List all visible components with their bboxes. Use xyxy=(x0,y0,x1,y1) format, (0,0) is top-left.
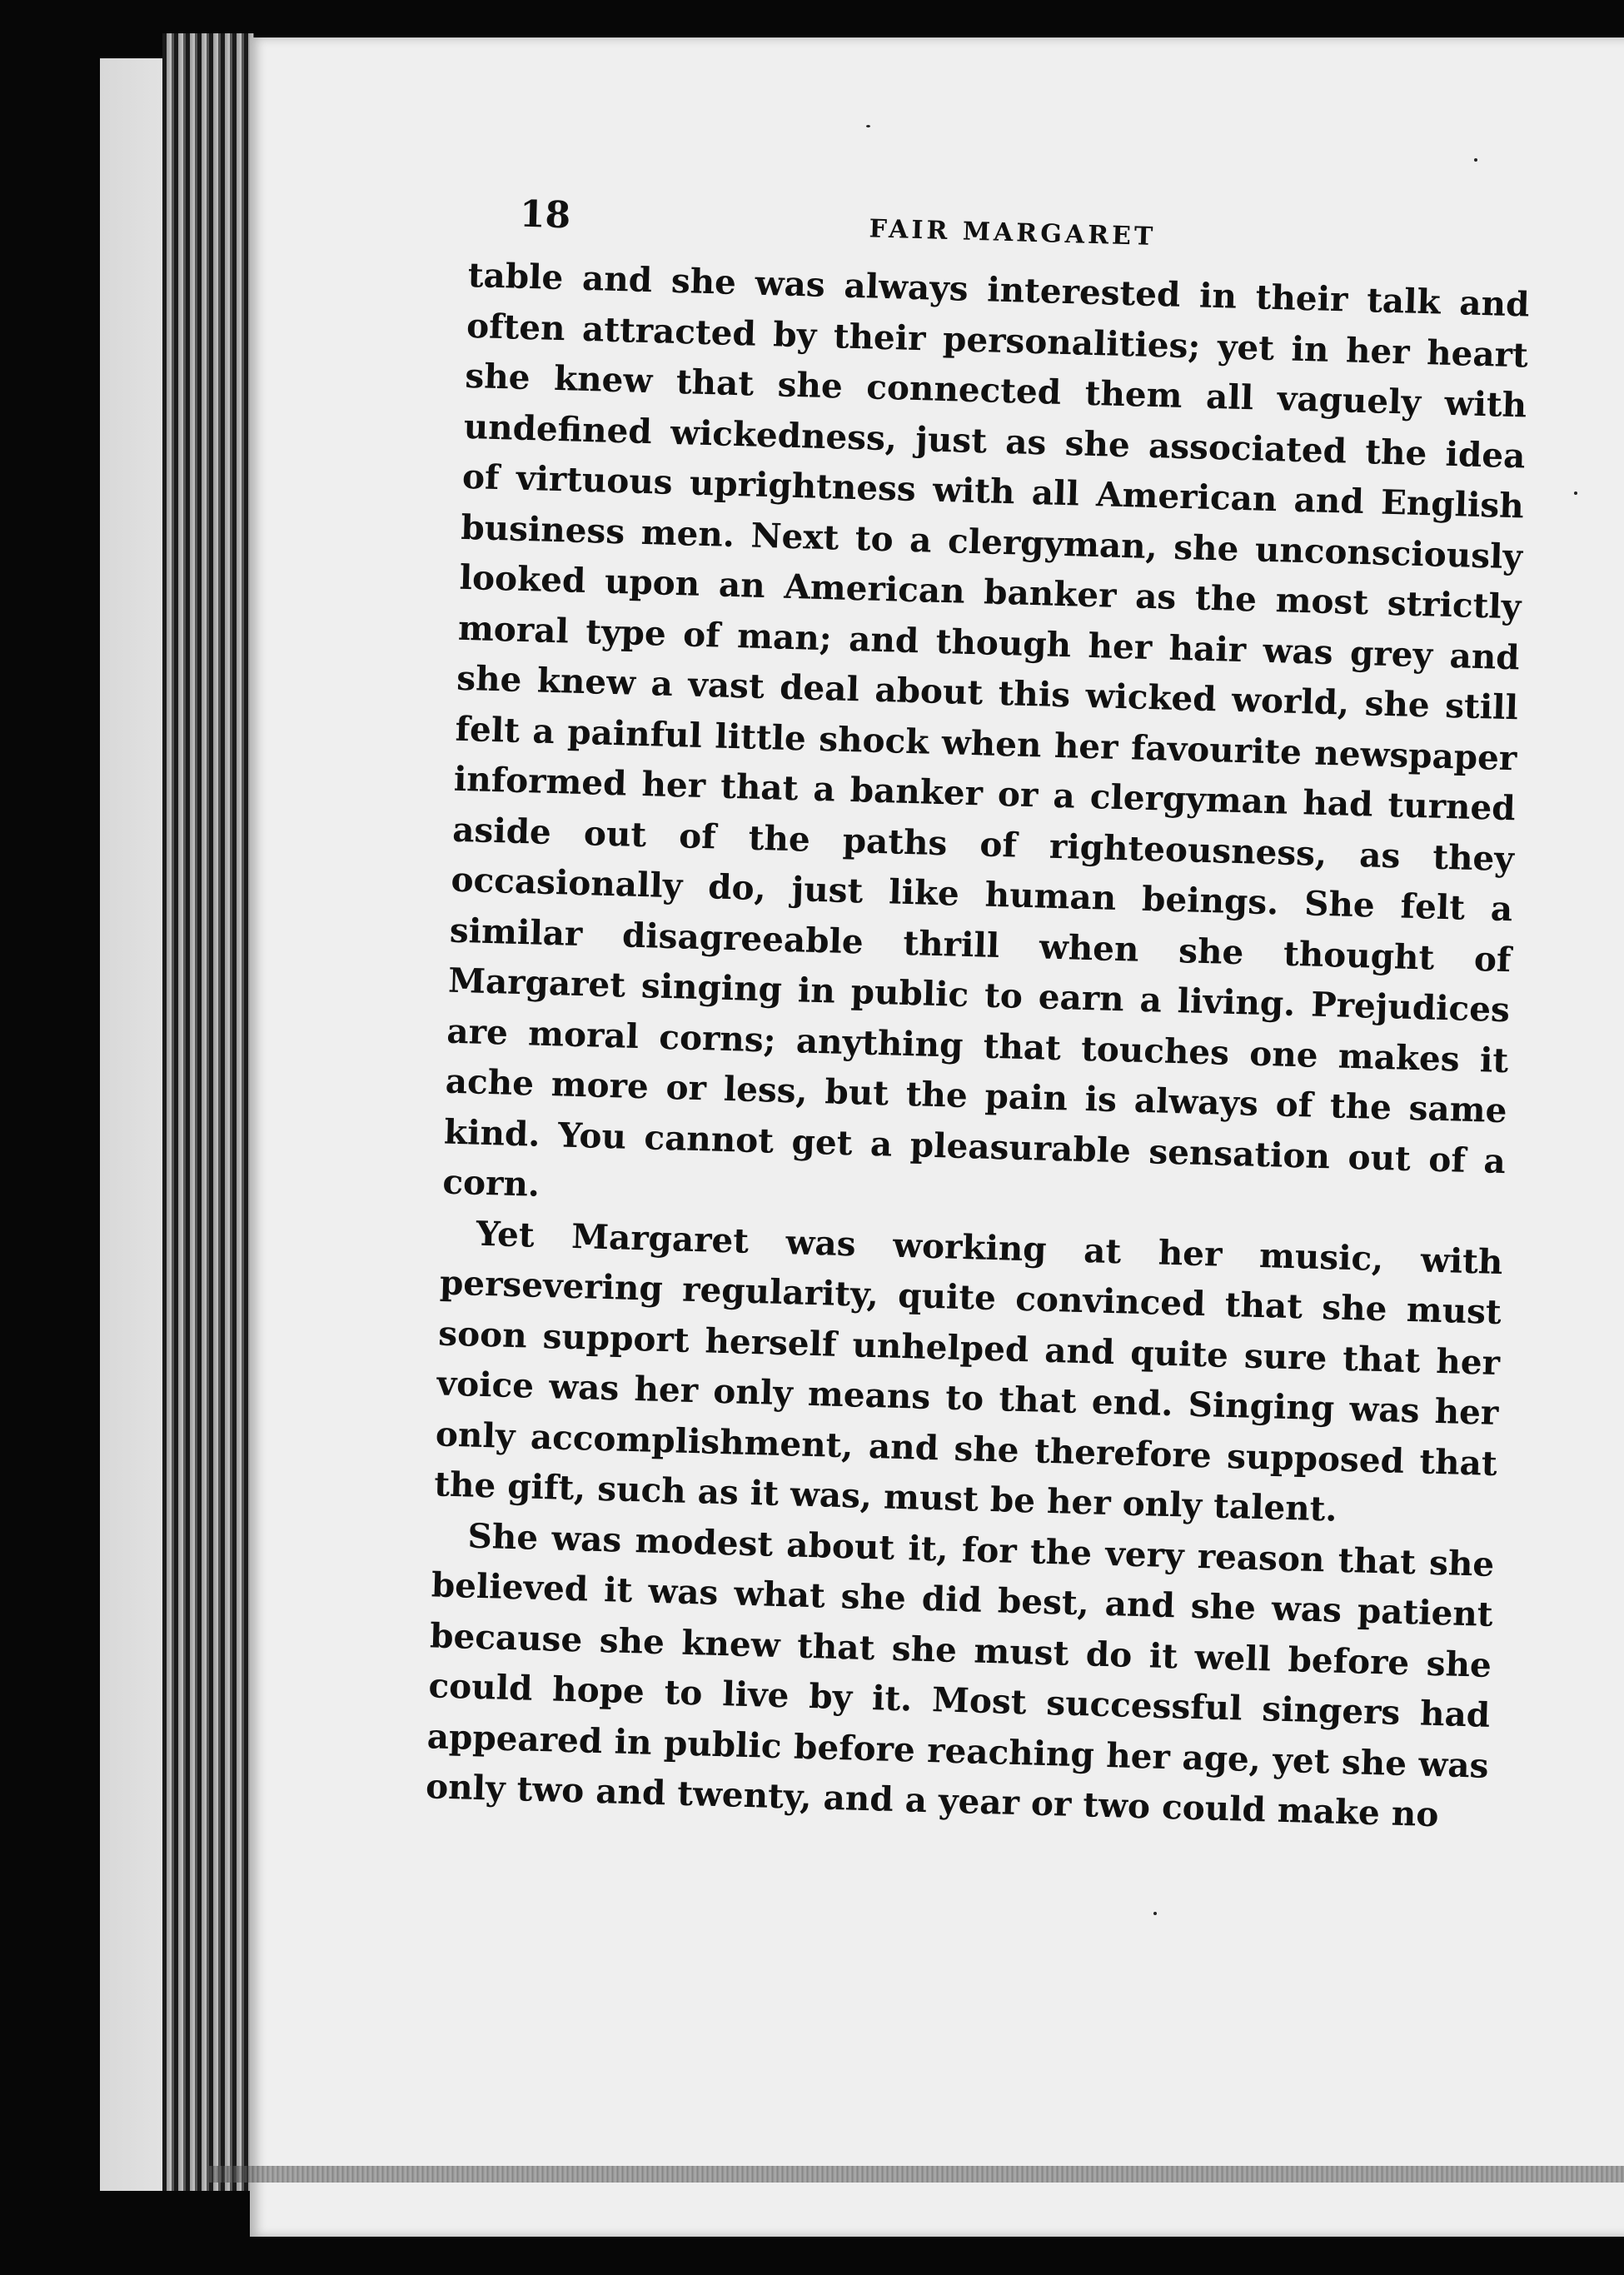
speck xyxy=(1574,491,1577,495)
page-content xyxy=(425,183,1532,1841)
book-gutter xyxy=(162,33,254,2191)
page-number: 18 xyxy=(519,192,571,237)
speck xyxy=(866,125,870,127)
book-title-header: FAIR MARGARET xyxy=(869,214,1157,252)
paragraph-2: Yet Margaret was working at her music, with persevering regularity, quite convinced that she must soon support herself unhelped and quite sure that her voice was her only means to that end. Singing was her only accomplishment, and she therefore supposed that the gift, such as it was, must be her only talent. xyxy=(433,1213,1504,1529)
paragraph-1: table and she was always interested in their talk and often attracted by their personalities; yet in her heart she knew that she connected them all vaguely with undefined wickedness, just as she associated the idea of virtuous uprightness with all American and English business men. Next to a clergyman, she unconsciously looked upon an American banker as the most strictly moral type of man; and though her hair was grey and she knew a vast deal about this wicked world, she still felt a painful little shock when her favourite newspaper informed her that a banker or a clergyman had turned aside out of the paths of righteousness, as they occasionally do, just like human beings. She felt a similar disagreeable thrill when she thought of Margaret singing in public to earn a living. Prejudices are moral corns; anything that touches one makes it ache more or less, but the pain is always of the same kind. You cannot get a pleasurable sensation out of a corn. xyxy=(441,254,1531,1205)
paragraph-3: She was modest about it, for the very reason that she believed it was what she did best, and she was patient because she knew that she must do it well before she could hope to live by it. Most successful singers had appeared in public before reaching her age, yet she was only two and twenty, and a year or two could make no xyxy=(425,1515,1495,1835)
speck xyxy=(1474,158,1477,162)
speck xyxy=(1153,1912,1157,1915)
page-stack-edge xyxy=(208,2166,1624,2183)
